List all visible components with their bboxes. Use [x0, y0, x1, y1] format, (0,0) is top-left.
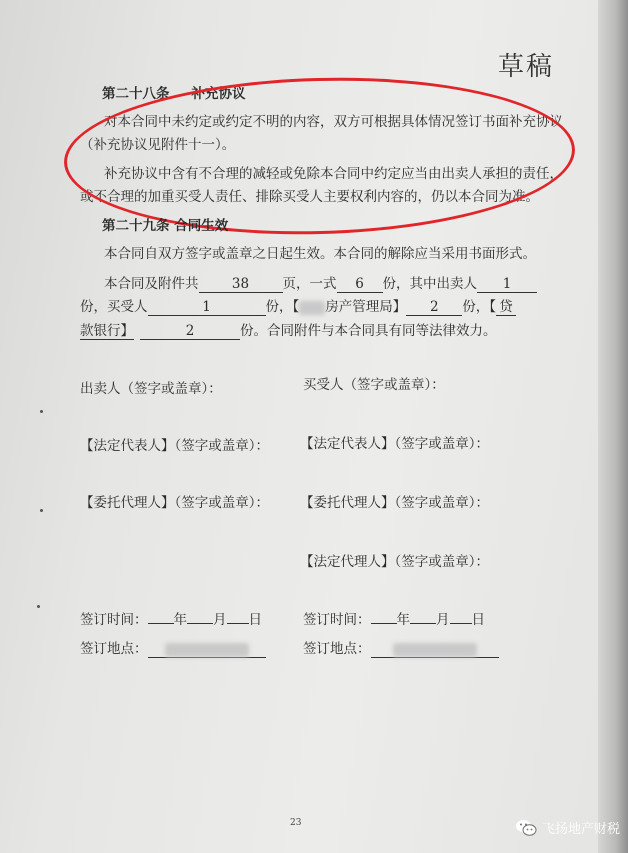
article-29-line-3: 份，买受人 1 份，【 房产管理局】 2 份，【 贷: [80, 298, 516, 316]
redacted-region: [299, 301, 325, 315]
seller-signature-label: 出卖人（签字或盖章）：: [80, 381, 222, 397]
buyer-legal-rep-label: 【法定代表人】（签字或盖章）：: [300, 436, 489, 452]
article-28-line-4: 或不合理的加重买受人责任、排除买受人主要权利内容的，仍以本合同为准。: [80, 189, 539, 205]
article-28-line-3: 补充协议中含有不合理的减轻或免除本合同中约定应当由出卖人承担的责任，: [104, 166, 563, 182]
buyer-copies-field: 1: [148, 299, 266, 316]
redacted-region: [165, 643, 249, 657]
margin-mark: [40, 509, 43, 512]
article-29-line-4: 款银行】 2 份。合同附件与本合同具有同等法律效力。: [80, 323, 497, 339]
seller-copies-field: 1: [477, 276, 537, 293]
page-edge-shadow: [598, 0, 628, 853]
seller-sign-place: 签订地点：: [80, 640, 266, 658]
watermark: [515, 818, 620, 837]
article-28-line-1: 对本合同中未约定或约定不明的内容，双方可根据具体情况签订书面补充协议: [104, 114, 563, 130]
article-29-line-2: 本合同及附件共 38 页，一式 6 份，其中出卖人 1: [104, 275, 537, 293]
draft-mark: 草稿: [498, 52, 555, 82]
article-29-line-1: 本合同自双方签字或盖章之日起生效。本合同的解除应当采用书面形式。: [104, 246, 536, 262]
page-number: 23: [290, 818, 302, 828]
pages-field: 38: [199, 276, 283, 293]
buyer-statutory-agent-label: 【法定代理人】（签字或盖章）：: [300, 554, 489, 570]
seller-legal-rep-label: 【法定代表人】（签字或盖章）：: [80, 438, 269, 454]
buyer-sign-place: 签订地点：: [303, 640, 499, 658]
wechat-icon: [515, 819, 537, 837]
margin-mark: [40, 410, 43, 413]
buyer-signature-label: 买受人（签字或盖章）：: [303, 377, 445, 393]
article-28-heading: 第二十八条 补充协议: [102, 86, 246, 102]
margin-mark: [37, 605, 40, 608]
seller-agent-label: 【委托代理人】（签字或盖章）：: [80, 495, 269, 511]
bureau-copies-field: 2: [406, 299, 462, 316]
watermark-text: 飞扬地产财税: [541, 822, 620, 837]
article-29-heading: 第二十九条 合同生效: [102, 218, 229, 234]
seller-sign-time: 签订时间： 年 月 日: [80, 612, 262, 628]
buyer-sign-time: 签订时间： 年 月 日: [303, 612, 485, 628]
copies-field: 6: [337, 276, 383, 293]
redacted-region: [393, 643, 477, 657]
bank-copies-field: 2: [140, 323, 240, 340]
article-28-line-2: （补充协议见附件十一）。: [80, 137, 236, 153]
buyer-agent-label: 【委托代理人】（签字或盖章）：: [300, 495, 489, 511]
